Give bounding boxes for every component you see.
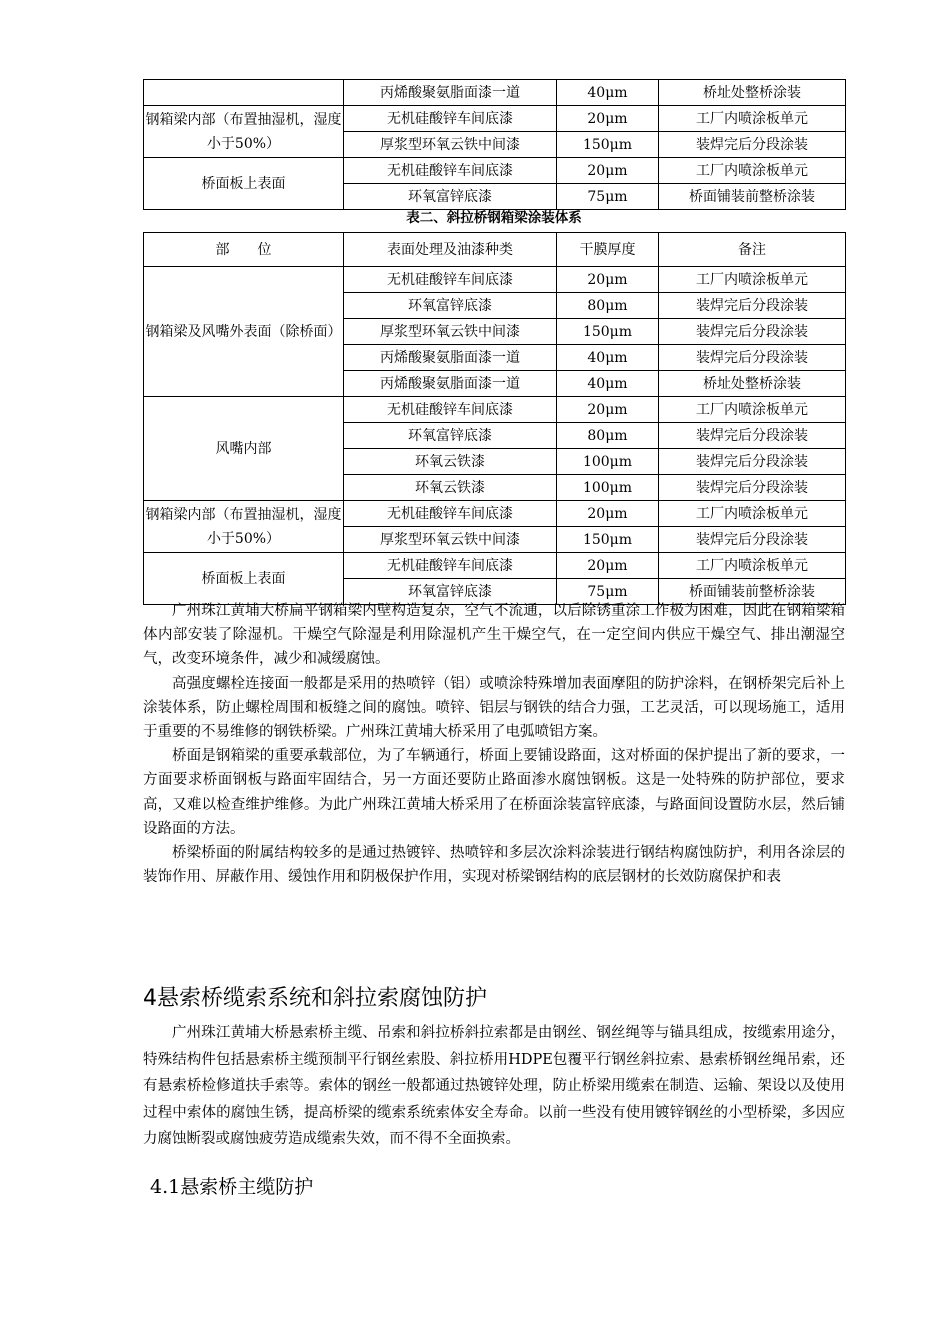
subsection-heading: 4.1悬索桥主缆防护 xyxy=(150,1176,314,1198)
thickness-cell: 80μm xyxy=(557,423,659,449)
coating-type-cell: 环氧云铁漆 xyxy=(344,475,557,501)
thickness-cell: 100μm xyxy=(557,475,659,501)
coating-type-cell: 丙烯酸聚氨脂面漆一道 xyxy=(344,80,557,106)
thickness-cell: 80μm xyxy=(557,293,659,319)
coating-type-cell: 无机硅酸锌车间底漆 xyxy=(344,501,557,527)
remark-cell: 工厂内喷涂板单元 xyxy=(659,106,846,132)
remark-cell: 装焊完后分段涂装 xyxy=(659,293,846,319)
remark-cell: 桥面铺装前整桥涂装 xyxy=(659,184,846,210)
remark-cell: 装焊完后分段涂装 xyxy=(659,345,846,371)
coating-type-cell: 丙烯酸聚氨脂面漆一道 xyxy=(344,371,557,397)
section-cell: 钢箱梁及风嘴外表面（除桥面） xyxy=(144,267,344,397)
thickness-cell: 40μm xyxy=(557,80,659,106)
section-cell xyxy=(144,80,344,106)
remark-cell: 装焊完后分段涂装 xyxy=(659,527,846,553)
paragraph-cable-system: 广州珠江黄埔大桥悬索桥主缆、吊索和斜拉桥斜拉索都是由钢丝、钢丝绳等与锚具组成，按缆索用途分，特殊结构件包括悬索桥主缆预制平行钢丝索股、斜拉桥用HDPE包覆平行钢丝斜拉索、悬索桥钢丝绳吊索，还有悬索桥检修道扶手索等。索体的钢丝一般都通过热镀锌处理，防止桥梁用缆索在制造、运输、架设以及使用过程中索体的腐蚀生锈，提高桥梁的缆索系统索体安全寿命。以前一些没有使用镀锌钢丝的小型桥梁，多因应力腐蚀断裂或腐蚀疲劳造成缆索失效，而不得不全面换索。 xyxy=(143,1025,845,1147)
header-cell-remark: 备注 xyxy=(659,233,846,267)
coating-table-continued xyxy=(143,79,846,210)
thickness-cell: 20μm xyxy=(557,397,659,423)
table-row xyxy=(144,267,846,293)
thickness-cell: 150μm xyxy=(557,132,659,158)
section-cell: 钢箱梁内部（布置抽湿机，湿度小于50%） xyxy=(144,501,344,553)
thickness-cell: 20μm xyxy=(557,553,659,579)
paragraph-bolt-connection: 高强度螺栓连接面一般都是采用的热喷锌（铝）或喷涂特殊增加表面摩阻的防护涂料，在钢桥架完后补上涂装体系，防止螺栓周围和板缝之间的腐蚀。喷锌、铝层与钢铁的结合力强，工艺灵活，可以现场施工，适用于重要的不易维修的钢铁桥梁。广州珠江黄埔大桥采用了电弧喷铝方案。 xyxy=(143,675,845,741)
remark-cell: 装焊完后分段涂装 xyxy=(659,132,846,158)
section-heading: 4悬索桥缆索系统和斜拉索腐蚀防护 xyxy=(143,986,487,1011)
table-row xyxy=(144,158,846,184)
table-row xyxy=(144,106,846,132)
section-cell: 钢箱梁内部（布置抽湿机，湿度小于50%） xyxy=(144,106,344,158)
coating-type-cell: 无机硅酸锌车间底漆 xyxy=(344,397,557,423)
body-text xyxy=(143,599,845,889)
section-cell: 桥面板上表面 xyxy=(144,553,344,605)
coating-type-cell: 厚浆型环氧云铁中间漆 xyxy=(344,132,557,158)
table-row xyxy=(144,553,846,579)
remark-cell: 装焊完后分段涂装 xyxy=(659,475,846,501)
thickness-cell: 40μm xyxy=(557,345,659,371)
remark-cell: 装焊完后分段涂装 xyxy=(659,319,846,345)
thickness-cell: 150μm xyxy=(557,319,659,345)
remark-cell: 工厂内喷涂板单元 xyxy=(659,501,846,527)
paragraph-auxiliary-structures: 桥梁桥面的附属结构较多的是通过热镀锌、热喷锌和多层次涂料涂装进行钢结构腐蚀防护，利用各涂层的装饰作用、屏蔽作用、缓蚀作用和阴极保护作用，实现对桥梁钢结构的底层钢材的长效防腐保护和表 xyxy=(143,845,845,886)
header-cell-thickness: 干膜厚度 xyxy=(557,233,659,267)
remark-cell: 工厂内喷涂板单元 xyxy=(659,553,846,579)
thickness-cell: 150μm xyxy=(557,527,659,553)
thickness-cell: 75μm xyxy=(557,579,659,605)
remark-cell: 装焊完后分段涂装 xyxy=(659,449,846,475)
table-header-row xyxy=(144,233,846,267)
coating-type-cell: 环氧云铁漆 xyxy=(344,449,557,475)
coating-type-cell: 环氧富锌底漆 xyxy=(344,184,557,210)
coating-type-cell: 环氧富锌底漆 xyxy=(344,423,557,449)
thickness-cell: 20μm xyxy=(557,106,659,132)
thickness-cell: 100μm xyxy=(557,449,659,475)
section-cell: 风嘴内部 xyxy=(144,397,344,501)
coating-type-cell: 厚浆型环氧云铁中间漆 xyxy=(344,527,557,553)
coating-table-cable-stayed xyxy=(143,232,846,605)
header-cell-part: 部 位 xyxy=(144,233,344,267)
remark-cell: 桥面铺装前整桥涂装 xyxy=(659,579,846,605)
coating-type-cell: 无机硅酸锌车间底漆 xyxy=(344,106,557,132)
table-row xyxy=(144,397,846,423)
remark-cell: 工厂内喷涂板单元 xyxy=(659,158,846,184)
table-caption: 表二、斜拉桥钢箱梁涂装体系 xyxy=(406,210,582,226)
remark-cell: 桥址处整桥涂装 xyxy=(659,80,846,106)
thickness-cell: 40μm xyxy=(557,371,659,397)
coating-type-cell: 厚浆型环氧云铁中间漆 xyxy=(344,319,557,345)
coating-type-cell: 无机硅酸锌车间底漆 xyxy=(344,553,557,579)
coating-type-cell: 无机硅酸锌车间底漆 xyxy=(344,158,557,184)
paragraph-dehumidifier: 广州珠江黄埔大桥扁平钢箱梁内壁构造复杂，空气不流通，以后除锈重涂工作极为困难，因此在钢箱梁箱体内部安装了除湿机。干燥空气除湿是利用除湿机产生干燥空气，在一定空间内供应干燥空气、排出潮湿空气，改变环境条件，减少和减缓腐蚀。 xyxy=(143,603,845,668)
header-cell-coating: 表面处理及油漆种类 xyxy=(344,233,557,267)
remark-cell: 装焊完后分段涂装 xyxy=(659,423,846,449)
table-row xyxy=(144,80,846,106)
thickness-cell: 20μm xyxy=(557,501,659,527)
thickness-cell: 20μm xyxy=(557,267,659,293)
remark-cell: 桥址处整桥涂装 xyxy=(659,371,846,397)
coating-type-cell: 环氧富锌底漆 xyxy=(344,293,557,319)
table-row xyxy=(144,501,846,527)
remark-cell: 工厂内喷涂板单元 xyxy=(659,267,846,293)
remark-cell: 工厂内喷涂板单元 xyxy=(659,397,846,423)
section-cell: 桥面板上表面 xyxy=(144,158,344,210)
thickness-cell: 75μm xyxy=(557,184,659,210)
thickness-cell: 20μm xyxy=(557,158,659,184)
paragraph-deck-protection: 桥面是钢箱梁的重要承载部位，为了车辆通行，桥面上要铺设路面，这对桥面的保护提出了新的要求，一方面要求桥面钢板与路面牢固结合，另一方面还要防止路面渗水腐蚀钢板。这是一处特殊的防护部位，要求高，又难以检查维护维修。为此广州珠江黄埔大桥采用了在桥面涂装富锌底漆，与路面间设置防水层，然后铺设路面的方法。 xyxy=(143,748,845,837)
coating-type-cell: 丙烯酸聚氨脂面漆一道 xyxy=(344,345,557,371)
coating-type-cell: 环氧富锌底漆 xyxy=(344,579,557,605)
coating-type-cell: 无机硅酸锌车间底漆 xyxy=(344,267,557,293)
